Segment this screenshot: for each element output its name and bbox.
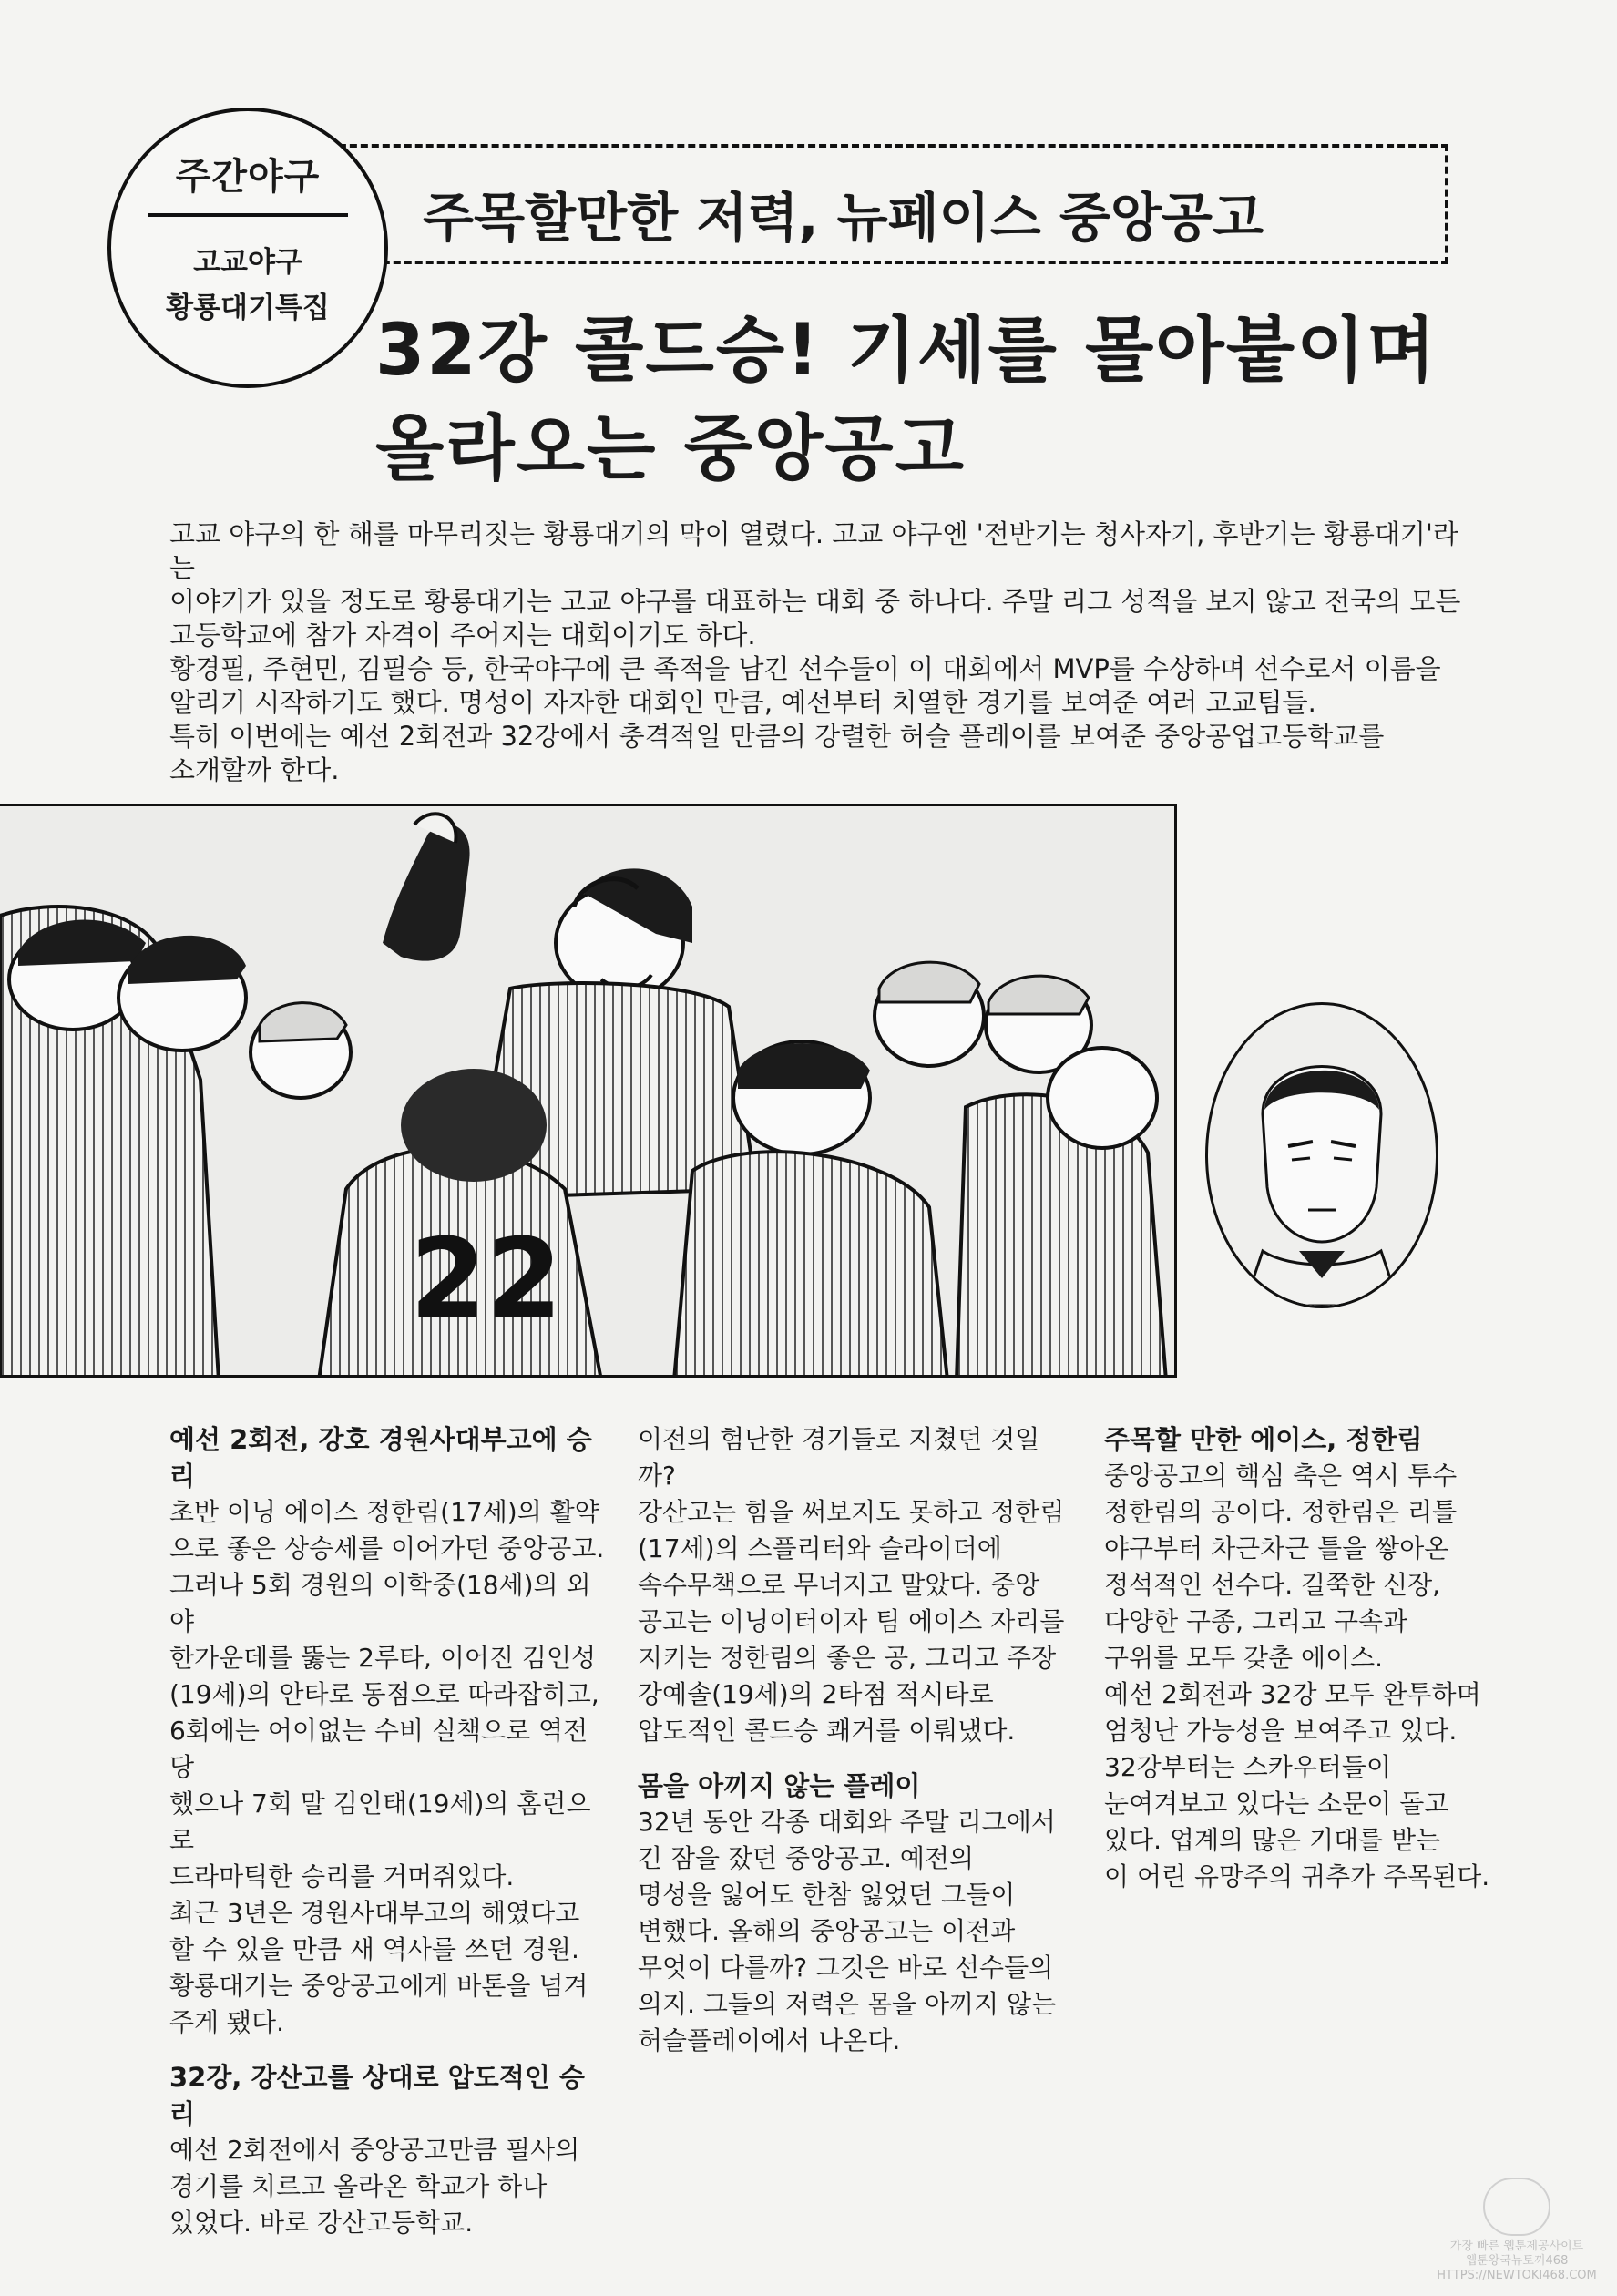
section-heading: 몸을 아끼지 않는 플레이 [638,1770,921,1801]
body-line: (17세)의 스플리터와 슬라이더에 [638,1533,1002,1563]
intro-paragraph [169,518,1481,787]
body-line: 그러나 5회 경원의 이학중(18세)의 외야 [169,1570,591,1636]
body-line: 예선 2회전과 32강 모두 완투하며 [1104,1679,1481,1709]
body-line: 허슬플레이에서 나온다. [638,2025,901,2055]
section-badge [107,108,388,388]
body-line: 예선 2회전에서 중앙공고만큼 필사의 [169,2135,580,2165]
body-line: 했으나 7회 말 김인태(19세)의 홈런으로 [169,1789,591,1855]
portrait-drawing [1208,1005,1436,1306]
body-line: 황룡대기는 중앙공고에게 바톤을 넘겨 [169,1971,588,2001]
badge-line-2: 황룡대기특집 [166,292,330,324]
body-line: 중앙공고의 핵심 축은 역시 투수 [1104,1461,1458,1491]
body-line: 눈여겨보고 있다는 소문이 돌고 [1104,1789,1449,1819]
body-line: 초반 이닝 에이스 정한림(17세)의 활약 [169,1497,599,1527]
body-line: 최근 3년은 경원사대부고의 해였다고 [169,1898,580,1928]
rabbit-logo-icon [1483,2178,1550,2236]
header-text: 주목할만한 저력, 뉴페이스 중앙공고 [423,187,1264,249]
body-line: 드라마틱한 승리를 거머쥐었다. [169,1861,515,1891]
body-line: 할 수 있을 만큼 새 역사를 쓰던 경원. [169,1934,579,1964]
intro-line: 황경필, 주현민, 김필승 등, 한국야구에 큰 족적을 남긴 선수들이 이 대회에서 MVP를 수상하며 선수로서 이름을 [169,653,1441,684]
body-line: (19세)의 안타로 동점으로 따라잡히고, [169,1679,599,1709]
celebration-drawing [0,806,1177,1378]
body-line: 있었다. 바로 강산고등학교. [169,2208,474,2238]
body-line: 야구부터 차근차근 틀을 쌓아온 [1104,1533,1449,1563]
body-line: 공고는 이닝이터이자 팀 에이스 자리를 [638,1606,1065,1636]
body-line: 으로 좋은 상승세를 이어가던 중앙공고. [169,1533,605,1563]
body-line: 구위를 모두 갖춘 에이스. [1104,1643,1384,1673]
intro-line: 알리기 시작하기도 했다. 명성이 자자한 대회인 만큼, 예선부터 치열한 경기를 보여준 여러 고교팀들. [169,687,1316,718]
section-heading: 예선 2회전, 강호 경원사대부고에 승리 [169,1424,592,1491]
body-line: 명성을 잃어도 한참 잃었던 그들이 [638,1880,1016,1910]
badge-divider [148,213,348,217]
body-line: 32강부터는 스카우터들이 [1104,1752,1392,1782]
body-line: 강예솔(19세)의 2타점 적시타로 [638,1679,994,1709]
article-column-2 [638,1421,1075,2059]
body-line: 32년 동안 각종 대회와 주말 리그에서 [638,1807,1056,1837]
body-line: 다양한 구종, 그리고 구속과 [1104,1606,1408,1636]
team-celebration-illustration [0,804,1177,1378]
intro-line: 고등학교에 참가 자격이 주어지는 대회이기도 하다. [169,620,756,651]
player-portrait [1205,1002,1438,1308]
body-line: 이전의 험난한 경기들로 지쳤던 것일까? [638,1424,1040,1491]
site-watermark [1430,2178,1603,2287]
intro-line: 특히 이번에는 예선 2회전과 32강에서 충격적일 만큼의 강렬한 허슬 플레이를 보여준 중앙공업고등학교를 [169,721,1385,752]
jersey-number: 22 [410,1216,562,1343]
intro-line: 이야기가 있을 정도로 황룡대기는 고교 야구를 대표하는 대회 중 하나다. 주말 리그 성적을 보지 않고 전국의 모든 [169,586,1461,617]
article-column-1 [169,1421,607,2241]
body-line: 6회에는 어이없는 수비 실책으로 역전당 [169,1716,588,1782]
body-line: 주게 됐다. [169,2007,284,2037]
section-heading: 32강, 강산고를 상대로 압도적인 승리 [169,2062,585,2129]
badge-line-1: 고교야구 [193,246,302,279]
body-line: 정석적인 선수다. 길쭉한 신장, [1104,1570,1441,1600]
watermark-line-1: 가장 빠른 웹툰제공사이트 [1449,2240,1584,2253]
body-line: 지키는 정한림의 좋은 공, 그리고 주장 [638,1643,1057,1673]
body-line: 무엇이 다를까? 그것은 바로 선수들의 [638,1953,1054,1983]
body-line: 의지. 그들의 저력은 몸을 아끼지 않는 [638,1989,1057,2019]
watermark-line-3: HTTPS://NEWTOKI468.COM [1437,2269,1597,2282]
body-line: 엄청난 가능성을 보여주고 있다. [1104,1716,1458,1746]
body-line: 속수무책으로 무너지고 말았다. 중앙 [638,1570,1040,1600]
body-line: 경기를 치르고 올라온 학교가 하나 [169,2171,548,2201]
intro-line: 소개할까 한다. [169,754,340,785]
body-line: 정한림의 공이다. 정한림은 리틀 [1104,1497,1458,1527]
body-line: 변했다. 올해의 중앙공고는 이전과 [638,1916,1016,1946]
article-column-3 [1104,1421,1541,1895]
watermark-line-2: 웹툰왕국뉴토끼468 [1465,2254,1569,2268]
header-box [273,144,1448,264]
article-title-line-2: 올라오는 중앙공고 [375,408,966,490]
body-line: 한가운데를 뚫는 2루타, 이어진 김인성 [169,1643,597,1673]
article-title-line-1: 32강 콜드승! 기세를 몰아붙이며 [375,310,1438,392]
body-line: 있다. 업계의 많은 기대를 받는 [1104,1825,1441,1855]
badge-title: 주간야구 [175,156,321,198]
body-line: 강산고는 힘을 써보지도 못하고 정한림 [638,1497,1065,1527]
body-line: 압도적인 콜드승 쾌거를 이뤄냈다. [638,1716,1016,1746]
body-line: 이 어린 유망주의 귀추가 주목된다. [1104,1861,1490,1891]
section-heading: 주목할 만한 에이스, 정한림 [1104,1424,1423,1455]
body-line: 긴 잠을 잤던 중앙공고. 예전의 [638,1843,975,1873]
intro-line: 고교 야구의 한 해를 마무리짓는 황룡대기의 막이 열렸다. 고교 야구엔 '전반기는 청사자기, 후반기는 황룡대기'라는 [169,518,1458,583]
